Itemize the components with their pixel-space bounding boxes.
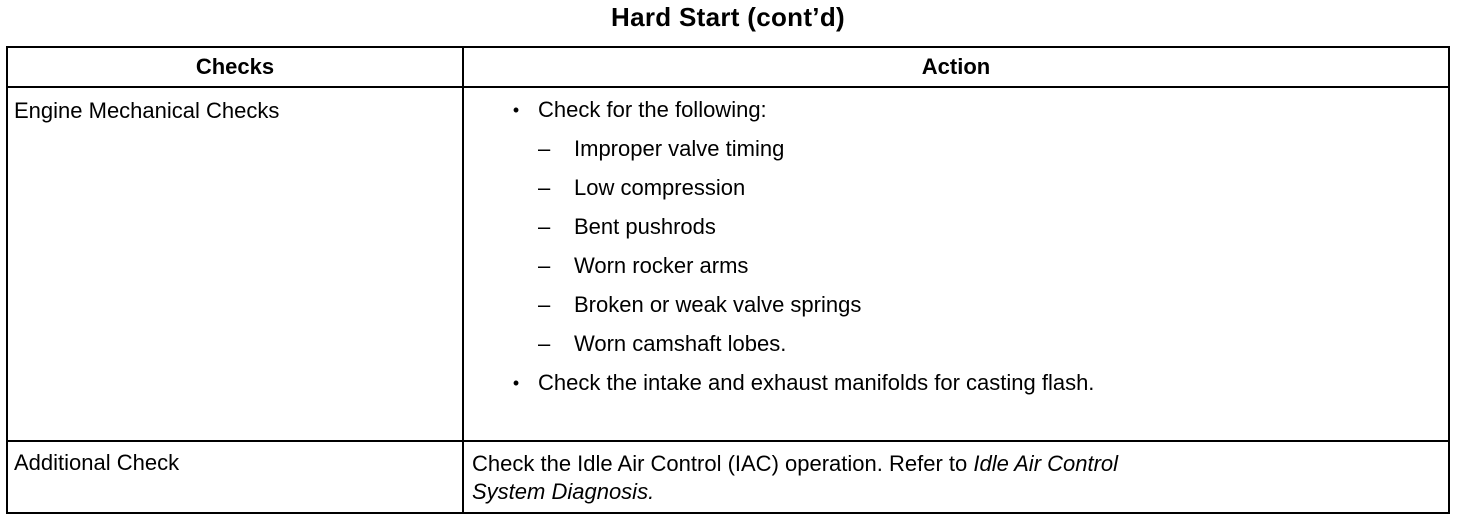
dash-icon: – [538, 292, 551, 317]
bullet-icon: • [512, 100, 520, 120]
action-bullet-list [472, 96, 1440, 397]
action-cell [463, 87, 1449, 441]
check-cell: Additional Check [7, 441, 463, 513]
sub-item [538, 174, 1440, 202]
check-cell: Engine Mechanical Checks [7, 87, 463, 441]
dash-icon: – [538, 136, 551, 161]
dash-icon: – [538, 253, 551, 278]
dash-icon: – [538, 175, 551, 200]
bullet-icon: • [512, 373, 520, 393]
sub-item-list [538, 135, 1440, 358]
sub-item-text: Worn rocker arms [574, 253, 749, 278]
bullet-text: Check for the following: [538, 97, 767, 122]
action-text: Check the Idle Air Control (IAC) operation. Refer to [472, 451, 968, 476]
sub-item-text: Improper valve timing [574, 136, 785, 161]
header-row [7, 47, 1449, 87]
table-row [7, 441, 1449, 513]
sub-item-text: Low compression [574, 175, 746, 200]
bullet-text: Check the intake and exhaust manifolds for casting flash. [538, 370, 1095, 395]
sub-item-text: Worn camshaft lobes. [574, 331, 787, 356]
dash-icon: – [538, 214, 551, 239]
bullet-item [510, 96, 1440, 358]
header-action: Action [463, 47, 1449, 87]
sub-item [538, 213, 1440, 241]
reference-link-continued: System Diagnosis. [472, 479, 655, 504]
table-row [7, 87, 1449, 441]
sub-item [538, 135, 1440, 163]
sub-item [538, 252, 1440, 280]
action-cell [463, 441, 1449, 513]
sub-item-text: Bent pushrods [574, 214, 716, 239]
bullet-item [510, 369, 1440, 397]
page-title: Hard Start (cont’d) [611, 2, 845, 32]
diagnosis-table [6, 46, 1450, 514]
reference-link: Idle Air Control [973, 451, 1119, 476]
sub-item [538, 330, 1440, 358]
sub-item [538, 291, 1440, 319]
header-checks: Checks [7, 47, 463, 87]
dash-icon: – [538, 331, 551, 356]
sub-item-text: Broken or weak valve springs [574, 292, 862, 317]
